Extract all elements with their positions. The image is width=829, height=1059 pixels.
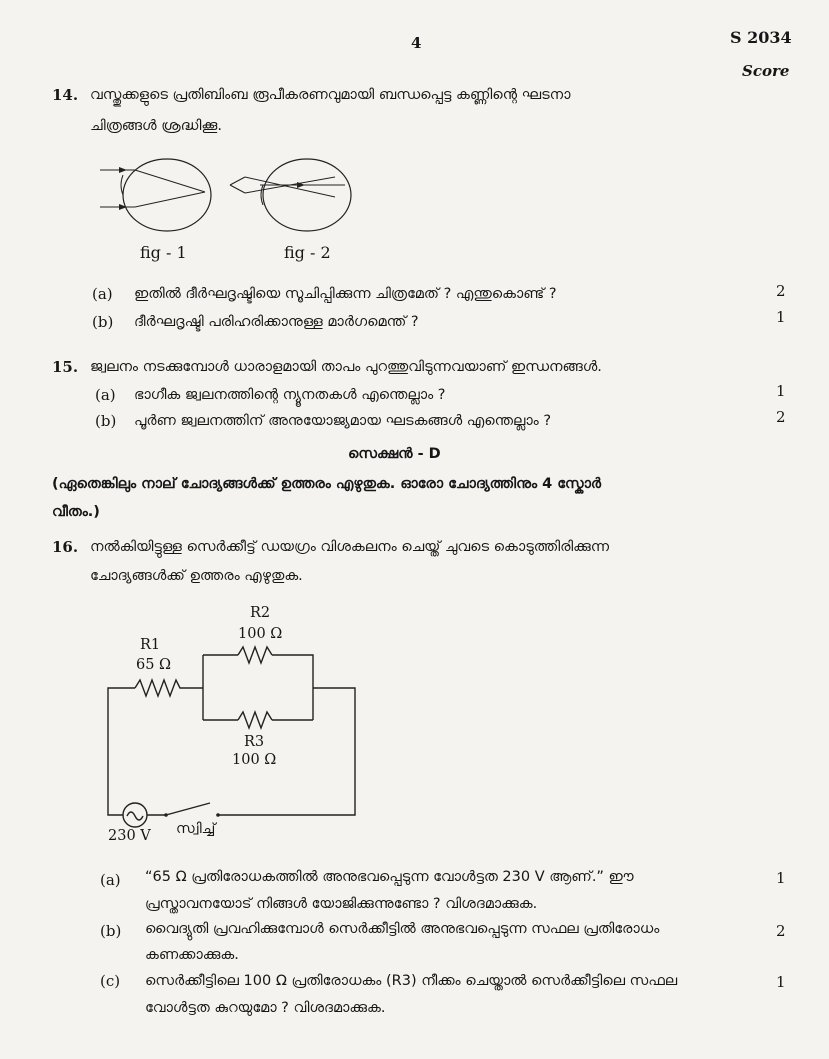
fig1-caption: fig - 1 bbox=[140, 243, 187, 262]
q14b-text: ദീർഘദൃഷ്ടി പരിഹരിക്കാനുള്ള മാർഗമെന്ത് ? bbox=[134, 314, 419, 330]
q16a-line1: “65 Ω പ്രതിരോധകത്തിൽ അനുഭവപ്പെടുന്ന വോൾട്ടത 230 V ആണ്.” ഈ bbox=[145, 869, 634, 885]
r2-name: R2 bbox=[250, 605, 271, 621]
source-voltage: 230 V bbox=[108, 828, 151, 844]
q16a-line2: പ്രസ്താവനയോട് നിങ്ങൾ യോജിക്കുന്നുണ്ടോ ? വിശദമാക്കുക. bbox=[145, 896, 538, 912]
q16c-line2: വോൾട്ടത കുറയുമോ ? വിശദമാക്കുക. bbox=[145, 1000, 386, 1016]
q15-number: 15. bbox=[52, 358, 79, 376]
q16c-label: (c) bbox=[100, 972, 121, 990]
section-instruction-line1: (ഏതെങ്കിലും നാല് ചോദ്യങ്ങൾക്ക് ഉത്തരം എഴുതുക. ഓരോ ചോദ്യത്തിനും 4 സ്കോർ bbox=[52, 476, 602, 492]
q14b-label: (b) bbox=[92, 313, 114, 331]
q15a-score: 1 bbox=[776, 382, 786, 400]
q16a-score: 1 bbox=[776, 869, 786, 887]
q14a-text: ഇതിൽ ദീർഘദൃഷ്ടിയെ സൂചിപ്പിക്കുന്ന ചിത്രമേത് ? എന്തുകൊണ്ട് ? bbox=[134, 286, 557, 302]
q16b-score: 2 bbox=[776, 922, 786, 940]
q16-text-line1: നൽകിയിട്ടുള്ള സെർക്കീട്ട് ഡയഗ്രം വിശകലനം ചെയ്ത് ചുവടെ കൊടുത്തിരിക്കുന്ന bbox=[90, 539, 610, 555]
section-instruction-line2: വീതം.) bbox=[52, 504, 100, 520]
score-heading: Score bbox=[742, 62, 790, 80]
q15b-label: (b) bbox=[95, 412, 117, 430]
q16b-line1: വൈദ്യുതി പ്രവഹിക്കുമ്പോൾ സെർക്കീട്ടിൽ അനുഭവപ്പെടുന്ന സഫല പ്രതിരോധം bbox=[145, 921, 660, 937]
q14a-score: 2 bbox=[776, 282, 786, 300]
r1-name: R1 bbox=[140, 637, 161, 653]
q14a-label: (a) bbox=[92, 285, 113, 303]
q16a-label: (a) bbox=[100, 871, 121, 889]
section-title: സെക്ഷൻ - D bbox=[348, 446, 441, 462]
r3-value: 100 Ω bbox=[232, 752, 277, 768]
q16-number: 16. bbox=[52, 538, 79, 556]
q16c-line1: സെർക്കീട്ടിലെ 100 Ω പ്രതിരോധകം (R3) നീക്കം ചെയ്താൽ സെർക്കീട്ടിലെ സഫല bbox=[145, 973, 678, 989]
q15a-text: ഭാഗീക ജ്വലനത്തിന്റെ ന്യൂനതകൾ എന്തെല്ലാം ? bbox=[134, 387, 446, 403]
q16c-score: 1 bbox=[776, 973, 786, 991]
paper-code: S 2034 bbox=[730, 28, 792, 47]
r1-value: 65 Ω bbox=[136, 657, 172, 673]
fig2-caption: fig - 2 bbox=[284, 243, 331, 262]
q14-text-line1: വസ്തുക്കളുടെ പ്രതിബിംബ രൂപീകരണവുമായി ബന്ധപ്പെട്ട കണ്ണിന്റെ ഘടനാ bbox=[90, 87, 571, 103]
q15b-score: 2 bbox=[776, 408, 786, 426]
page-number: 4 bbox=[411, 34, 422, 52]
q15b-text: പൂർണ ജ്വലനത്തിന് അനുയോജ്യമായ ഘടകങ്ങൾ എന്തെല്ലാം ? bbox=[134, 413, 552, 429]
q15a-label: (a) bbox=[95, 386, 116, 404]
q14-number: 14. bbox=[52, 86, 79, 104]
q15-text: ജ്വലനം നടക്കുമ്പോൾ ധാരാളമായി താപം പുറത്തുവിടുന്നവയാണ് ഇന്ധനങ്ങൾ. bbox=[90, 359, 602, 375]
r2-value: 100 Ω bbox=[238, 626, 283, 642]
q14b-score: 1 bbox=[776, 308, 786, 326]
q16b-line2: കണക്കാക്കുക. bbox=[145, 947, 239, 963]
q14-text-line2: ചിത്രങ്ങൾ ശ്രദ്ധിക്കൂ. bbox=[90, 118, 222, 134]
switch-label: സ്വിച്ച് bbox=[176, 821, 216, 837]
q16-text-line2: ചോദ്യങ്ങൾക്ക് ഉത്തരം എഴുതുക. bbox=[90, 568, 303, 584]
r3-name: R3 bbox=[244, 734, 265, 750]
q16b-label: (b) bbox=[100, 922, 122, 940]
